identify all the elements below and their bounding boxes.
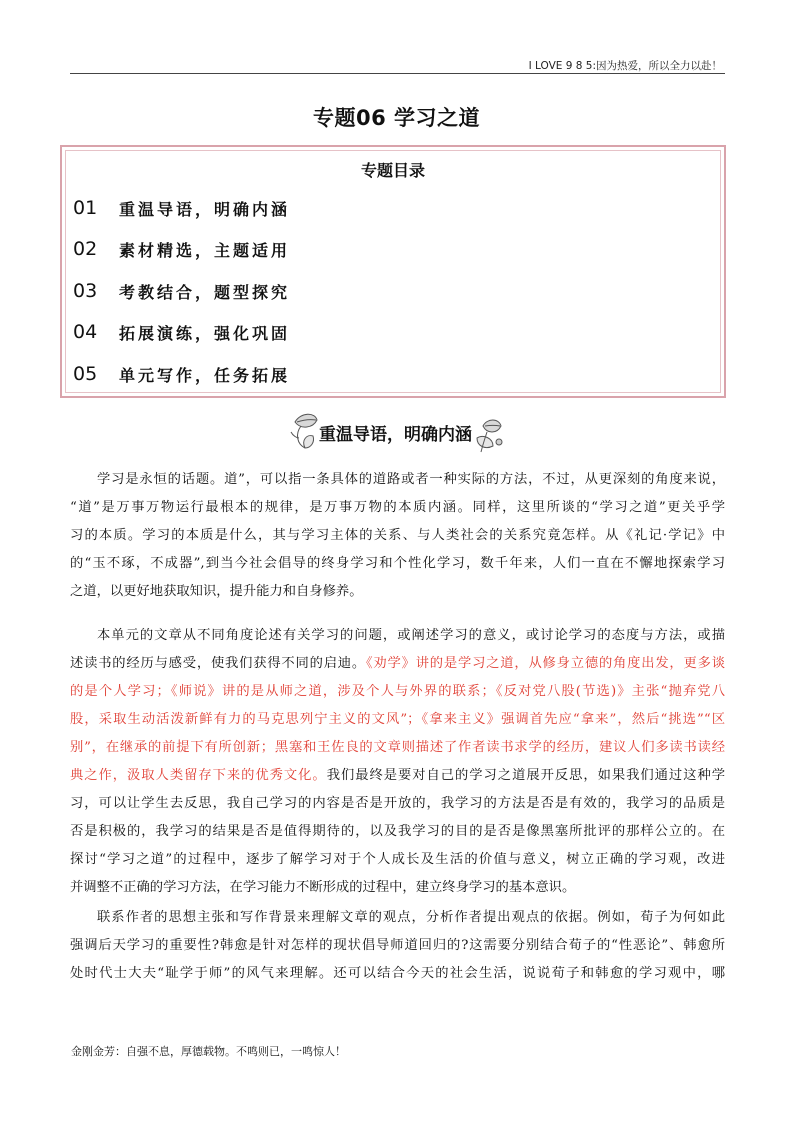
toc-item-label: 拓展演练，强化巩固 [119,323,291,343]
text-line: 习，可以让学生去反思，我自己学习的内容是否是开放的，我学习的方法是否是有效的，我学习的品质是 [70,796,725,811]
text-line: 学习是永恒的话题。道”，可以指一条具体的道路或者一种实际的方法，不过，从更深刻的角度来说， [97,472,725,487]
text-line: 探讨“学习之道”的过程中，逐步了解学习对于个人成长及生活的价值与意义，树立正确的学习观，改进 [70,852,725,867]
highlight-text: 《劝学》讲的是学习之道，从修身立德的角度出发，更多谈 [365,656,725,671]
page-title: 专题06 学习之道 [312,106,481,130]
paragraph-1 [70,466,725,606]
footer-text: 金刚金芳：自强不息，厚德载物。不鸣则已，一鸣惊人！ [71,1045,346,1058]
toc-heading: 专题目录 [360,161,425,180]
paragraph-2 [70,622,725,902]
toc-inner-border [65,150,721,393]
toc-item-number: 05 [73,363,98,385]
toc-item-label: 素材精选，主题适用 [119,240,291,260]
toc-item-label: 单元写作，任务拓展 [119,365,291,385]
toc-item-04 [73,318,290,346]
text-line: “道”是万事万物运行最根本的规律，是万事万物的本质内涵。同样，这里所谈的“学习之道”更关乎学 [70,500,725,515]
toc-item-label: 考教结合，题型探究 [119,282,291,302]
header-divider [70,73,725,74]
toc-item-number: 03 [73,280,98,302]
toc-item-number: 02 [73,238,98,260]
text-line: 习的本质。学习的本质是什么，其与学习主体的关系、与人类社会的关系究竟怎样。从《礼记·学记》中 [70,528,725,543]
highlight-line: 股，采取生动活泼新鲜有力的马克思列宁主义的文风”；《拿来主义》强调首先应“拿来”，然后“挑选”“区 [70,712,725,727]
text-line: 并调整不正确的学习方法，在学习能力不断形成的过程中，建立终身学习的基本意识。 [70,880,576,895]
text-line: 本单元的文章从不同角度论述有关学习的问题，或阐述学习的意义，或讨论学习的态度与方法，或描 [97,628,725,643]
header-text: I LOVE 9 8 5:因为热爱，所以全力以赴！ [528,60,722,72]
text-line [70,762,725,790]
text-line: 的“玉不琢，不成器”,到当今社会倡导的终身学习和个性化学习，数千年来，人们一直在不懈地探索学习 [70,556,725,571]
highlight-line: 的是个人学习；《师说》讲的是从师之道，涉及个人与外界的联系；《反对党八股(节选)》主张“抛弃党八 [70,684,725,699]
section-title: 重温导语，明确内涵 [319,425,472,445]
toc-item-02 [73,235,290,263]
paragraph-3 [70,904,725,988]
toc-item-label: 重温导语，明确内涵 [119,199,291,219]
text-line: 否是积极的，我学习的结果是否是值得期待的，以及我学习的目的是否是像黑塞所批评的那样公立的。在 [70,824,725,839]
text-line: 强调后天学习的重要性?韩愈是针对怎样的现状倡导师道回归的?这需要分别结合荀子的“性恶论”、韩愈所 [70,938,725,953]
toc-item-01 [73,194,290,222]
toc-item-05 [73,360,290,388]
highlight-text: 典之作，汲取人类留存下来的优秀文化。 [70,768,327,783]
toc-box [60,145,726,398]
text-line: 之道，以更好地获取知识，提升能力和自身修养。 [70,584,363,599]
toc-item-03 [73,277,290,305]
text-span: 述读书的经历与感受，使我们获得不同的启迪。 [70,656,366,671]
text-span: 我们最终是要对自己的学习之道展开反思，如果我们通过这种学 [326,768,726,783]
text-line: 处时代士大夫“耻学于师”的风气来理解。还可以结合今天的社会生活，说说荀子和韩愈的学习观中，哪 [70,966,725,981]
section-banner [287,408,507,456]
highlight-line: 别”，在继承的前提下有所创新；黑塞和王佐良的文章则描述了作者读书求学的经历，建议人们多读书读经 [70,740,725,755]
toc-item-number: 04 [73,321,98,343]
toc-item-number: 01 [73,197,98,219]
text-line [70,650,725,678]
text-line: 联系作者的思想主张和写作背景来理解文章的观点，分析作者提出观点的依据。例如，荀子为何如此 [97,910,725,925]
